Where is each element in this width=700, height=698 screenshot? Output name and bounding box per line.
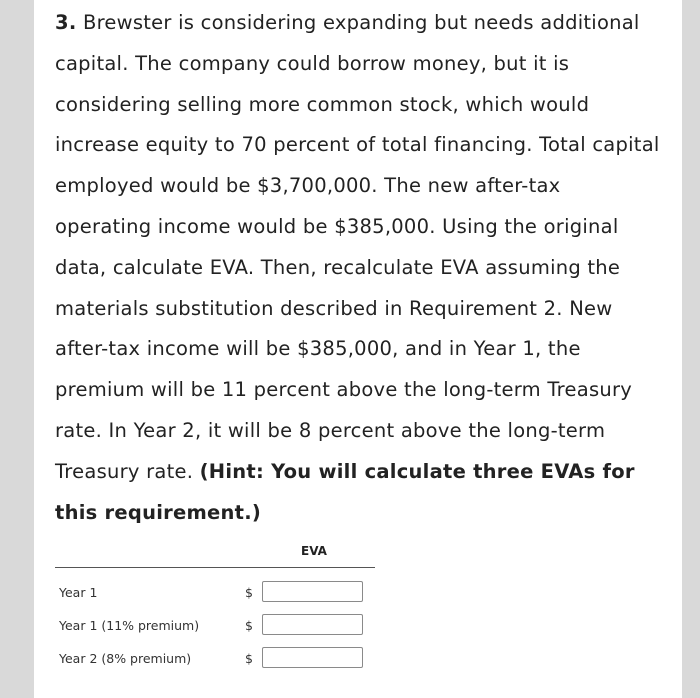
dollar-sign: $	[245, 651, 253, 666]
question-line: rate. In Year 2, it will be 8 percent above the long-term	[55, 418, 606, 442]
eva-answer-table	[55, 530, 375, 680]
question-line: data, calculate EVA. Then, recalculate EVA assuming the	[55, 255, 621, 279]
question-line-text: Treasury rate.	[55, 459, 194, 483]
eva-input-year-2-premium[interactable]	[262, 647, 363, 668]
question-line	[55, 493, 680, 534]
right-frame-border	[682, 0, 700, 698]
question-line	[55, 3, 680, 44]
left-frame-border	[0, 0, 34, 698]
table-row	[55, 646, 375, 672]
question-line: employed would be $3,700,000. The new after-tax	[55, 174, 561, 198]
dollar-sign: $	[245, 618, 253, 633]
question-text	[55, 3, 680, 533]
eva-column-header: EVA	[301, 544, 327, 558]
hint-text: this requirement.)	[55, 500, 262, 524]
question-line: increase equity to 70 percent of total financing. Total capital	[55, 133, 660, 157]
question-line: after-tax income will be $385,000, and in Year 1, the	[55, 337, 581, 361]
question-line-text: Brewster is considering expanding but needs additional	[82, 11, 640, 34]
header-divider	[55, 567, 375, 568]
dollar-sign: $	[245, 585, 253, 600]
eva-input-year-1-premium[interactable]	[262, 614, 363, 635]
table-row	[55, 580, 375, 606]
question-line: operating income would be $385,000. Using the original	[55, 214, 619, 238]
hint-text: (Hint: You will calculate three EVAs for	[199, 459, 635, 483]
row-label-year-2-premium: Year 2 (8% premium)	[59, 651, 192, 666]
question-number: 3.	[55, 11, 77, 34]
row-label-year-1: Year 1	[59, 585, 98, 600]
eva-input-year-1[interactable]	[262, 581, 363, 602]
question-line: capital. The company could borrow money, but it is	[55, 51, 570, 75]
question-line: premium will be 11 percent above the long-term Treasury	[55, 378, 633, 402]
table-row	[55, 613, 375, 639]
row-label-year-1-premium: Year 1 (11% premium)	[59, 618, 200, 633]
question-line: materials substitution described in Requirement 2. New	[55, 296, 613, 320]
question-line	[55, 452, 680, 493]
question-line: considering selling more common stock, which would	[55, 92, 590, 116]
